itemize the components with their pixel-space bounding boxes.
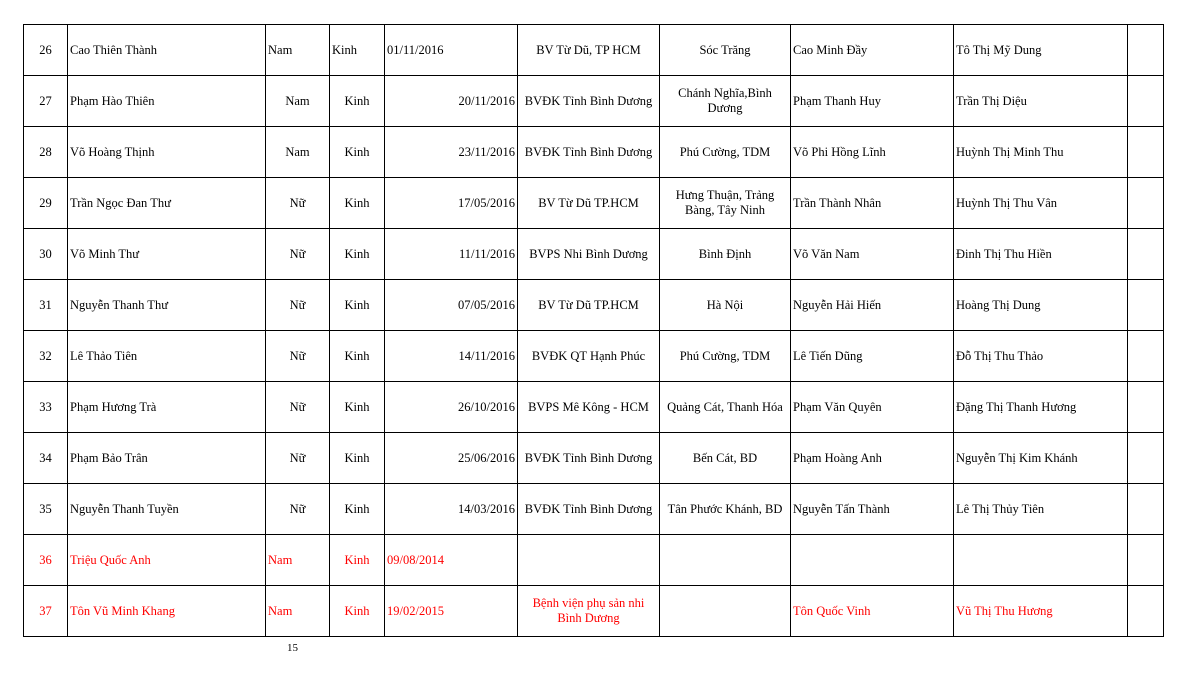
gender: Nữ <box>266 229 330 280</box>
birthplace: BVĐK QT Hạnh Phúc <box>518 331 660 382</box>
gender: Nam <box>266 76 330 127</box>
hometown <box>660 535 791 586</box>
notes-cell <box>1128 331 1164 382</box>
student-name: Phạm Bảo Trân <box>68 433 266 484</box>
father-name: Phạm Hoàng Anh <box>791 433 954 484</box>
table-row <box>24 25 1164 76</box>
birthplace: BVĐK Tỉnh Bình Dương <box>518 76 660 127</box>
notes-cell <box>1128 280 1164 331</box>
row-number: 35 <box>24 484 68 535</box>
ethnicity: Kinh <box>330 25 385 76</box>
student-name: Triệu Quốc Anh <box>68 535 266 586</box>
hometown: Phú Cường, TDM <box>660 127 791 178</box>
notes-cell <box>1128 76 1164 127</box>
gender: Nữ <box>266 178 330 229</box>
father-name: Nguyễn Tấn Thành <box>791 484 954 535</box>
birthplace: BVPS Mê Kông - HCM <box>518 382 660 433</box>
date-of-birth: 07/05/2016 <box>385 280 518 331</box>
birthplace: BVĐK Tỉnh Bình Dương <box>518 484 660 535</box>
hometown: Sóc Trăng <box>660 25 791 76</box>
gender: Nữ <box>266 280 330 331</box>
date-of-birth: 20/11/2016 <box>385 76 518 127</box>
notes-cell <box>1128 178 1164 229</box>
student-name: Cao Thiên Thành <box>68 25 266 76</box>
notes-cell <box>1128 127 1164 178</box>
row-number: 30 <box>24 229 68 280</box>
notes-cell <box>1128 433 1164 484</box>
date-of-birth: 25/06/2016 <box>385 433 518 484</box>
mother-name: Đặng Thị Thanh Hương <box>954 382 1128 433</box>
row-number: 29 <box>24 178 68 229</box>
mother-name: Vũ Thị Thu Hương <box>954 586 1128 637</box>
birthplace: BV Từ Dũ, TP HCM <box>518 25 660 76</box>
date-of-birth: 14/03/2016 <box>385 484 518 535</box>
table-row <box>24 76 1164 127</box>
birthplace <box>518 535 660 586</box>
birthplace: BVPS Nhi Bình Dương <box>518 229 660 280</box>
mother-name: Đỗ Thị Thu Thảo <box>954 331 1128 382</box>
student-name: Nguyễn Thanh Tuyền <box>68 484 266 535</box>
date-of-birth: 01/11/2016 <box>385 25 518 76</box>
table-row <box>24 382 1164 433</box>
mother-name: Huỳnh Thị Minh Thu <box>954 127 1128 178</box>
roster-body <box>24 25 1164 637</box>
gender: Nam <box>266 25 330 76</box>
hometown: Hà Nội <box>660 280 791 331</box>
ethnicity: Kinh <box>330 280 385 331</box>
table-row <box>24 280 1164 331</box>
ethnicity: Kinh <box>330 586 385 637</box>
mother-name <box>954 535 1128 586</box>
father-name: Phạm Văn Quyên <box>791 382 954 433</box>
table-row <box>24 484 1164 535</box>
hometown: Quảng Cát, Thanh Hóa <box>660 382 791 433</box>
father-name: Nguyễn Hải Hiến <box>791 280 954 331</box>
table-row <box>24 178 1164 229</box>
gender: Nam <box>266 535 330 586</box>
row-number: 34 <box>24 433 68 484</box>
date-of-birth: 19/02/2015 <box>385 586 518 637</box>
gender: Nữ <box>266 382 330 433</box>
table-row <box>24 127 1164 178</box>
ethnicity: Kinh <box>330 127 385 178</box>
mother-name: Nguyễn Thị Kim Khánh <box>954 433 1128 484</box>
row-number: 36 <box>24 535 68 586</box>
notes-cell <box>1128 229 1164 280</box>
ethnicity: Kinh <box>330 382 385 433</box>
student-name: Võ Hoàng Thịnh <box>68 127 266 178</box>
gender: Nam <box>266 586 330 637</box>
row-number: 28 <box>24 127 68 178</box>
mother-name: Tô Thị Mỹ Dung <box>954 25 1128 76</box>
hometown: Hưng Thuận, Trảng Bàng, Tây Ninh <box>660 178 791 229</box>
father-name: Võ Phi Hồng Lĩnh <box>791 127 954 178</box>
student-name: Võ Minh Thư <box>68 229 266 280</box>
gender: Nữ <box>266 331 330 382</box>
ethnicity: Kinh <box>330 76 385 127</box>
mother-name: Trần Thị Diệu <box>954 76 1128 127</box>
student-name: Phạm Hào Thiên <box>68 76 266 127</box>
page-number: 15 <box>287 642 298 654</box>
mother-name: Đinh Thị Thu Hiền <box>954 229 1128 280</box>
table-row <box>24 586 1164 637</box>
row-number: 33 <box>24 382 68 433</box>
date-of-birth: 14/11/2016 <box>385 331 518 382</box>
birthplace: BV Từ Dũ TP.HCM <box>518 178 660 229</box>
father-name: Võ Văn Nam <box>791 229 954 280</box>
student-name: Phạm Hương Trà <box>68 382 266 433</box>
birthplace: BV Từ Dũ TP.HCM <box>518 280 660 331</box>
table-row <box>24 433 1164 484</box>
gender: Nữ <box>266 433 330 484</box>
table-row <box>24 331 1164 382</box>
ethnicity: Kinh <box>330 484 385 535</box>
date-of-birth: 23/11/2016 <box>385 127 518 178</box>
table-row <box>24 535 1164 586</box>
student-name: Nguyễn Thanh Thư <box>68 280 266 331</box>
ethnicity: Kinh <box>330 535 385 586</box>
student-name: Tôn Vũ Minh Khang <box>68 586 266 637</box>
ethnicity: Kinh <box>330 433 385 484</box>
hometown: Tân Phước Khánh, BD <box>660 484 791 535</box>
father-name <box>791 535 954 586</box>
hometown: Bình Định <box>660 229 791 280</box>
notes-cell <box>1128 586 1164 637</box>
hometown: Phú Cường, TDM <box>660 331 791 382</box>
row-number: 27 <box>24 76 68 127</box>
notes-cell <box>1128 382 1164 433</box>
mother-name: Hoàng Thị Dung <box>954 280 1128 331</box>
hometown: Chánh Nghĩa,Bình Dương <box>660 76 791 127</box>
hometown: Bến Cát, BD <box>660 433 791 484</box>
ethnicity: Kinh <box>330 229 385 280</box>
student-name: Lê Thảo Tiên <box>68 331 266 382</box>
ethnicity: Kinh <box>330 331 385 382</box>
student-name: Trần Ngọc Đan Thư <box>68 178 266 229</box>
notes-cell <box>1128 484 1164 535</box>
notes-cell <box>1128 25 1164 76</box>
birthplace: Bệnh viện phụ sản nhi Bình Dương <box>518 586 660 637</box>
table-row <box>24 229 1164 280</box>
father-name: Tôn Quốc Vinh <box>791 586 954 637</box>
date-of-birth: 17/05/2016 <box>385 178 518 229</box>
gender: Nữ <box>266 484 330 535</box>
student-roster-table <box>23 24 1164 637</box>
date-of-birth: 11/11/2016 <box>385 229 518 280</box>
ethnicity: Kinh <box>330 178 385 229</box>
father-name: Trần Thành Nhân <box>791 178 954 229</box>
date-of-birth: 09/08/2014 <box>385 535 518 586</box>
birthplace: BVĐK Tỉnh Bình Dương <box>518 127 660 178</box>
hometown <box>660 586 791 637</box>
mother-name: Lê Thị Thủy Tiên <box>954 484 1128 535</box>
father-name: Lê Tiến Dũng <box>791 331 954 382</box>
row-number: 37 <box>24 586 68 637</box>
notes-cell <box>1128 535 1164 586</box>
row-number: 26 <box>24 25 68 76</box>
row-number: 32 <box>24 331 68 382</box>
mother-name: Huỳnh Thị Thu Vân <box>954 178 1128 229</box>
gender: Nam <box>266 127 330 178</box>
row-number: 31 <box>24 280 68 331</box>
birthplace: BVĐK Tỉnh Bình Dương <box>518 433 660 484</box>
date-of-birth: 26/10/2016 <box>385 382 518 433</box>
father-name: Phạm Thanh Huy <box>791 76 954 127</box>
father-name: Cao Minh Đầy <box>791 25 954 76</box>
